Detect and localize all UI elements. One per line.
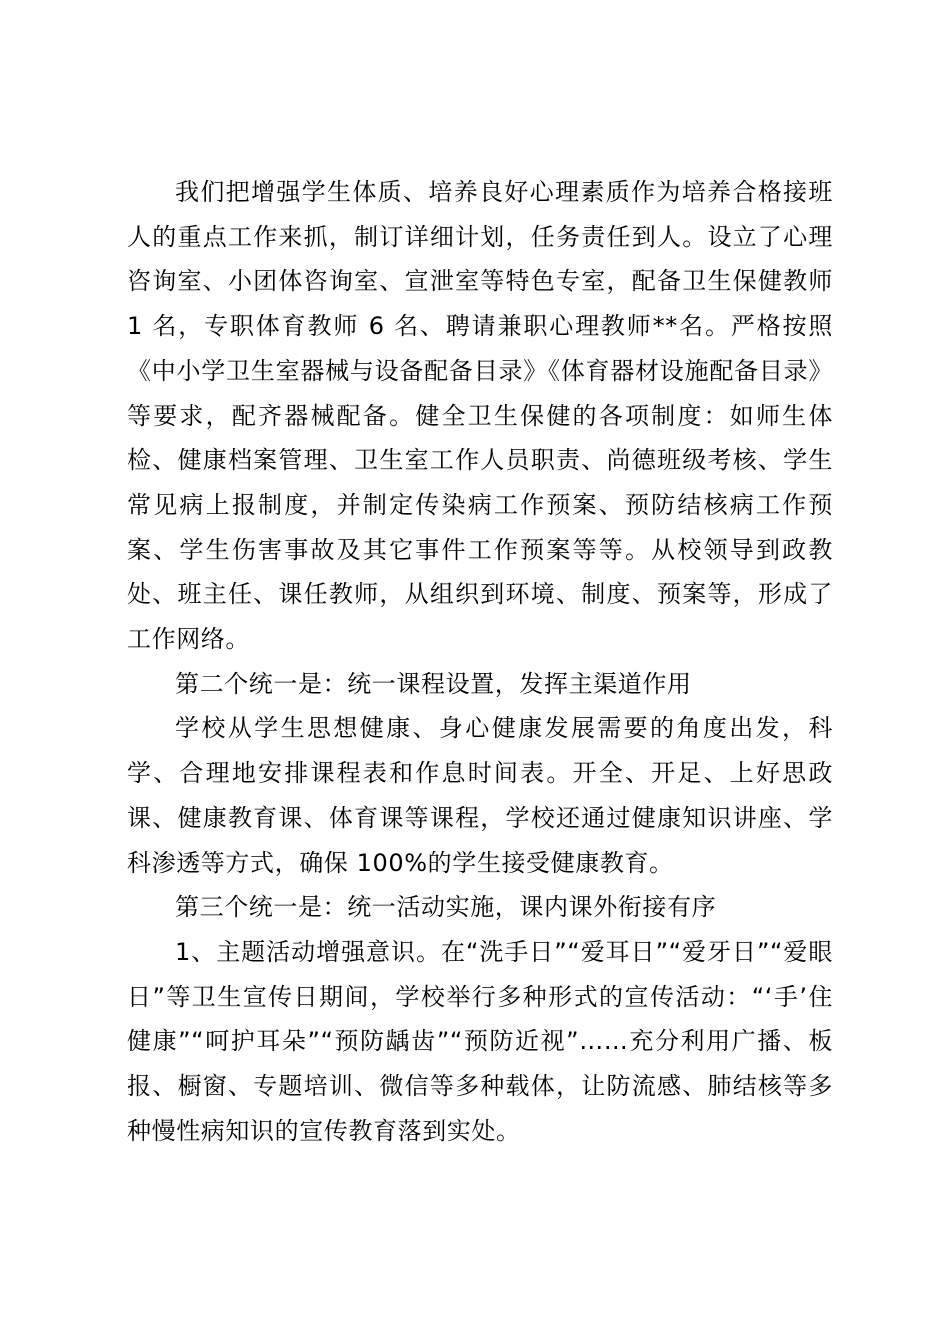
heading-third-unification: 第三个统一是：统一活动实施，课内课外衔接有序	[175, 893, 717, 922]
document-body	[127, 170, 833, 1153]
paragraph-theme-activities: 1、主题活动增强意识。在“洗手日”“爱耳日”“爱牙日”“爱眼日”等卫生宣传日期间，学校举行多种形式的宣传活动：“‘手’住健康”“呵护耳朵”“预防龋齿”“预防近视”……充分利用广播、板报、橱窗、专题培训、微信等多种载体，让防流感、肺结核等多种慢性病知识的宣传教育落到实处。	[127, 937, 833, 1145]
heading-second-unification: 第二个统一是：统一课程设置，发挥主渠道作用	[175, 669, 692, 698]
paragraph-curriculum: 学校从学生思想健康、身心健康发展需要的角度出发，科学、合理地安排课程表和作息时间表。开全、开足、上好思政课、健康教育课、体育课等课程，学校还通过健康知识讲座、学科渗透等方式，确保 100%的学生接受健康教育。	[127, 714, 833, 877]
paragraph-health-work-intro: 我们把增强学生体质、培养良好心理素质作为培养合格接班人的重点工作来抓，制订详细计划，任务责任到人。设立了心理咨询室、小团体咨询室、宣泄室等特色专室，配备卫生保健教师 1 名，专职体育教师 6 名、聘请兼职心理教师**名。严格按照《中小学卫生室器械与设备配备目录》《体育器材设施配备目录》等要求，配齐器械配备。健全卫生保健的各项制度：如师生体检、健康档案管理、卫生室工作人员职责、尚德班级考核、学生常见病上报制度，并制定传染病工作预案、预防结核病工作预案、学生伤害事故及其它事件工作预案等等。从校领导到政教处、班主任、课任教师，从组织到环境、制度、预案等，形成了工作网络。	[127, 178, 833, 654]
